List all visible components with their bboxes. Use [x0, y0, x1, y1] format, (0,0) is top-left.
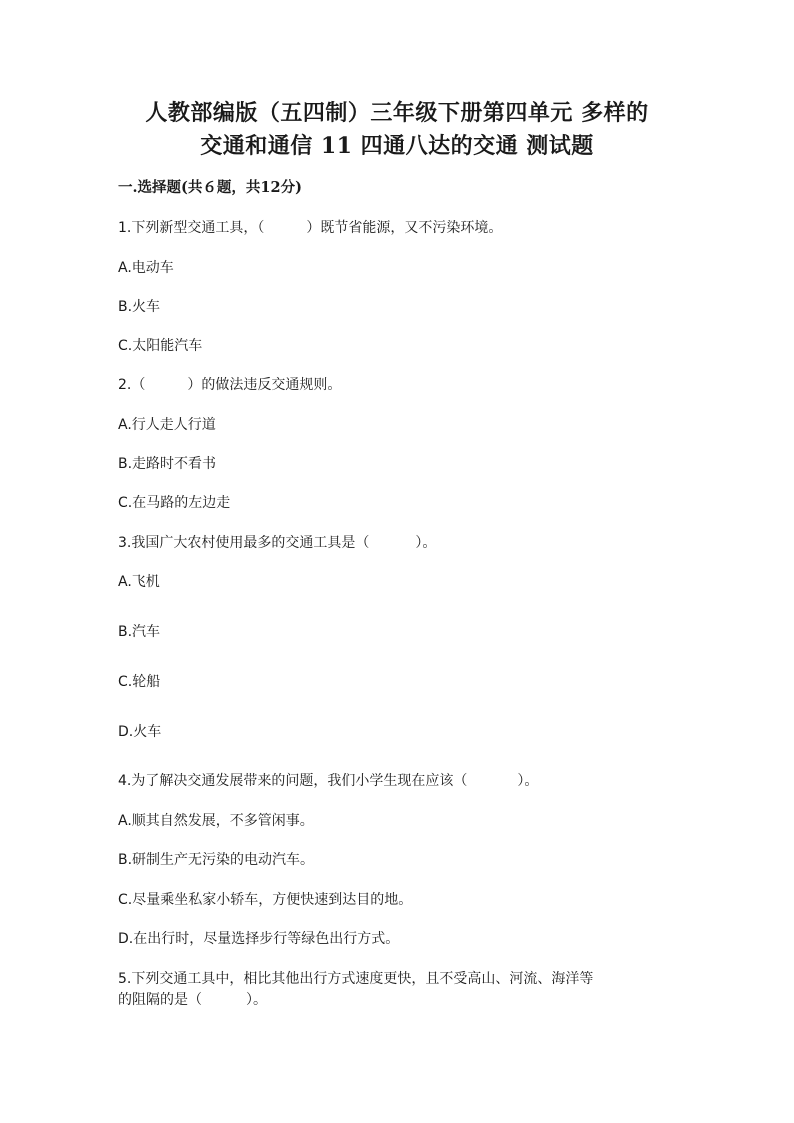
question-5-stem-before: 的阻隔的是（ [118, 992, 202, 1008]
question-3-stem-after: ）。 [415, 535, 437, 551]
question-5-stem-after: ）。 [246, 992, 267, 1008]
question-4-option-b: B.研制生产无污染的电动汽车。 [118, 852, 315, 868]
question-1-stem [118, 218, 502, 238]
question-4-option-c: C.尽量乘坐私家小轿车，方便快速到达目的地。 [118, 892, 413, 908]
question-3-option-b: B.汽车 [118, 624, 161, 640]
question-2-stem [118, 375, 341, 395]
question-4-stem [118, 771, 538, 791]
question-1-stem-after: ）既节省能源，又不污染环境。 [306, 220, 503, 236]
question-4-option-d: D.在出行时，尽量选择步行等绿色出行方式。 [118, 931, 400, 947]
question-2-stem-after: ）的做法违反交通规则。 [187, 377, 342, 393]
question-2-option-c: C.在马路的左边走 [118, 495, 231, 511]
question-4-stem-after: ）。 [517, 773, 539, 789]
question-1-stem-before: 1.下列新型交通工具，（ [118, 220, 265, 236]
question-2-option-a: A.行人走人行道 [118, 417, 216, 433]
document-title-line-2: 交通和通信 11 四通八达的交通 测试题 [200, 133, 594, 159]
question-3-option-c: C.轮船 [118, 674, 161, 690]
question-5-stem-line-2 [118, 990, 267, 1010]
question-3-option-a: A.飞机 [118, 574, 160, 590]
question-3-option-d: D.火车 [118, 724, 162, 740]
question-1-option-a: A.电动车 [118, 260, 174, 276]
question-1-option-b: B.火车 [118, 299, 161, 315]
question-3-stem [118, 533, 436, 553]
question-4-option-a: A.顺其自然发展，不多管闲事。 [118, 813, 314, 829]
question-5-stem-line-1: 5.下列交通工具中，相比其他出行方式速度更快，且不受高山、河流、海洋等 [118, 971, 594, 987]
question-4-stem-before: 4.为了解决交通发展带来的问题，我们小学生现在应该（ [118, 773, 468, 789]
section-heading: 一.选择题(共６题，共12分) [118, 179, 302, 196]
question-1-option-c: C.太阳能汽车 [118, 338, 203, 354]
document-title-line-1: 人教部编版（五四制）三年级下册第四单元 多样的 [145, 100, 649, 126]
question-3-stem-before: 3.我国广大农村使用最多的交通工具是（ [118, 535, 370, 551]
question-2-stem-before: 2.（ [118, 377, 146, 393]
question-2-option-b: B.走路时不看书 [118, 456, 217, 472]
